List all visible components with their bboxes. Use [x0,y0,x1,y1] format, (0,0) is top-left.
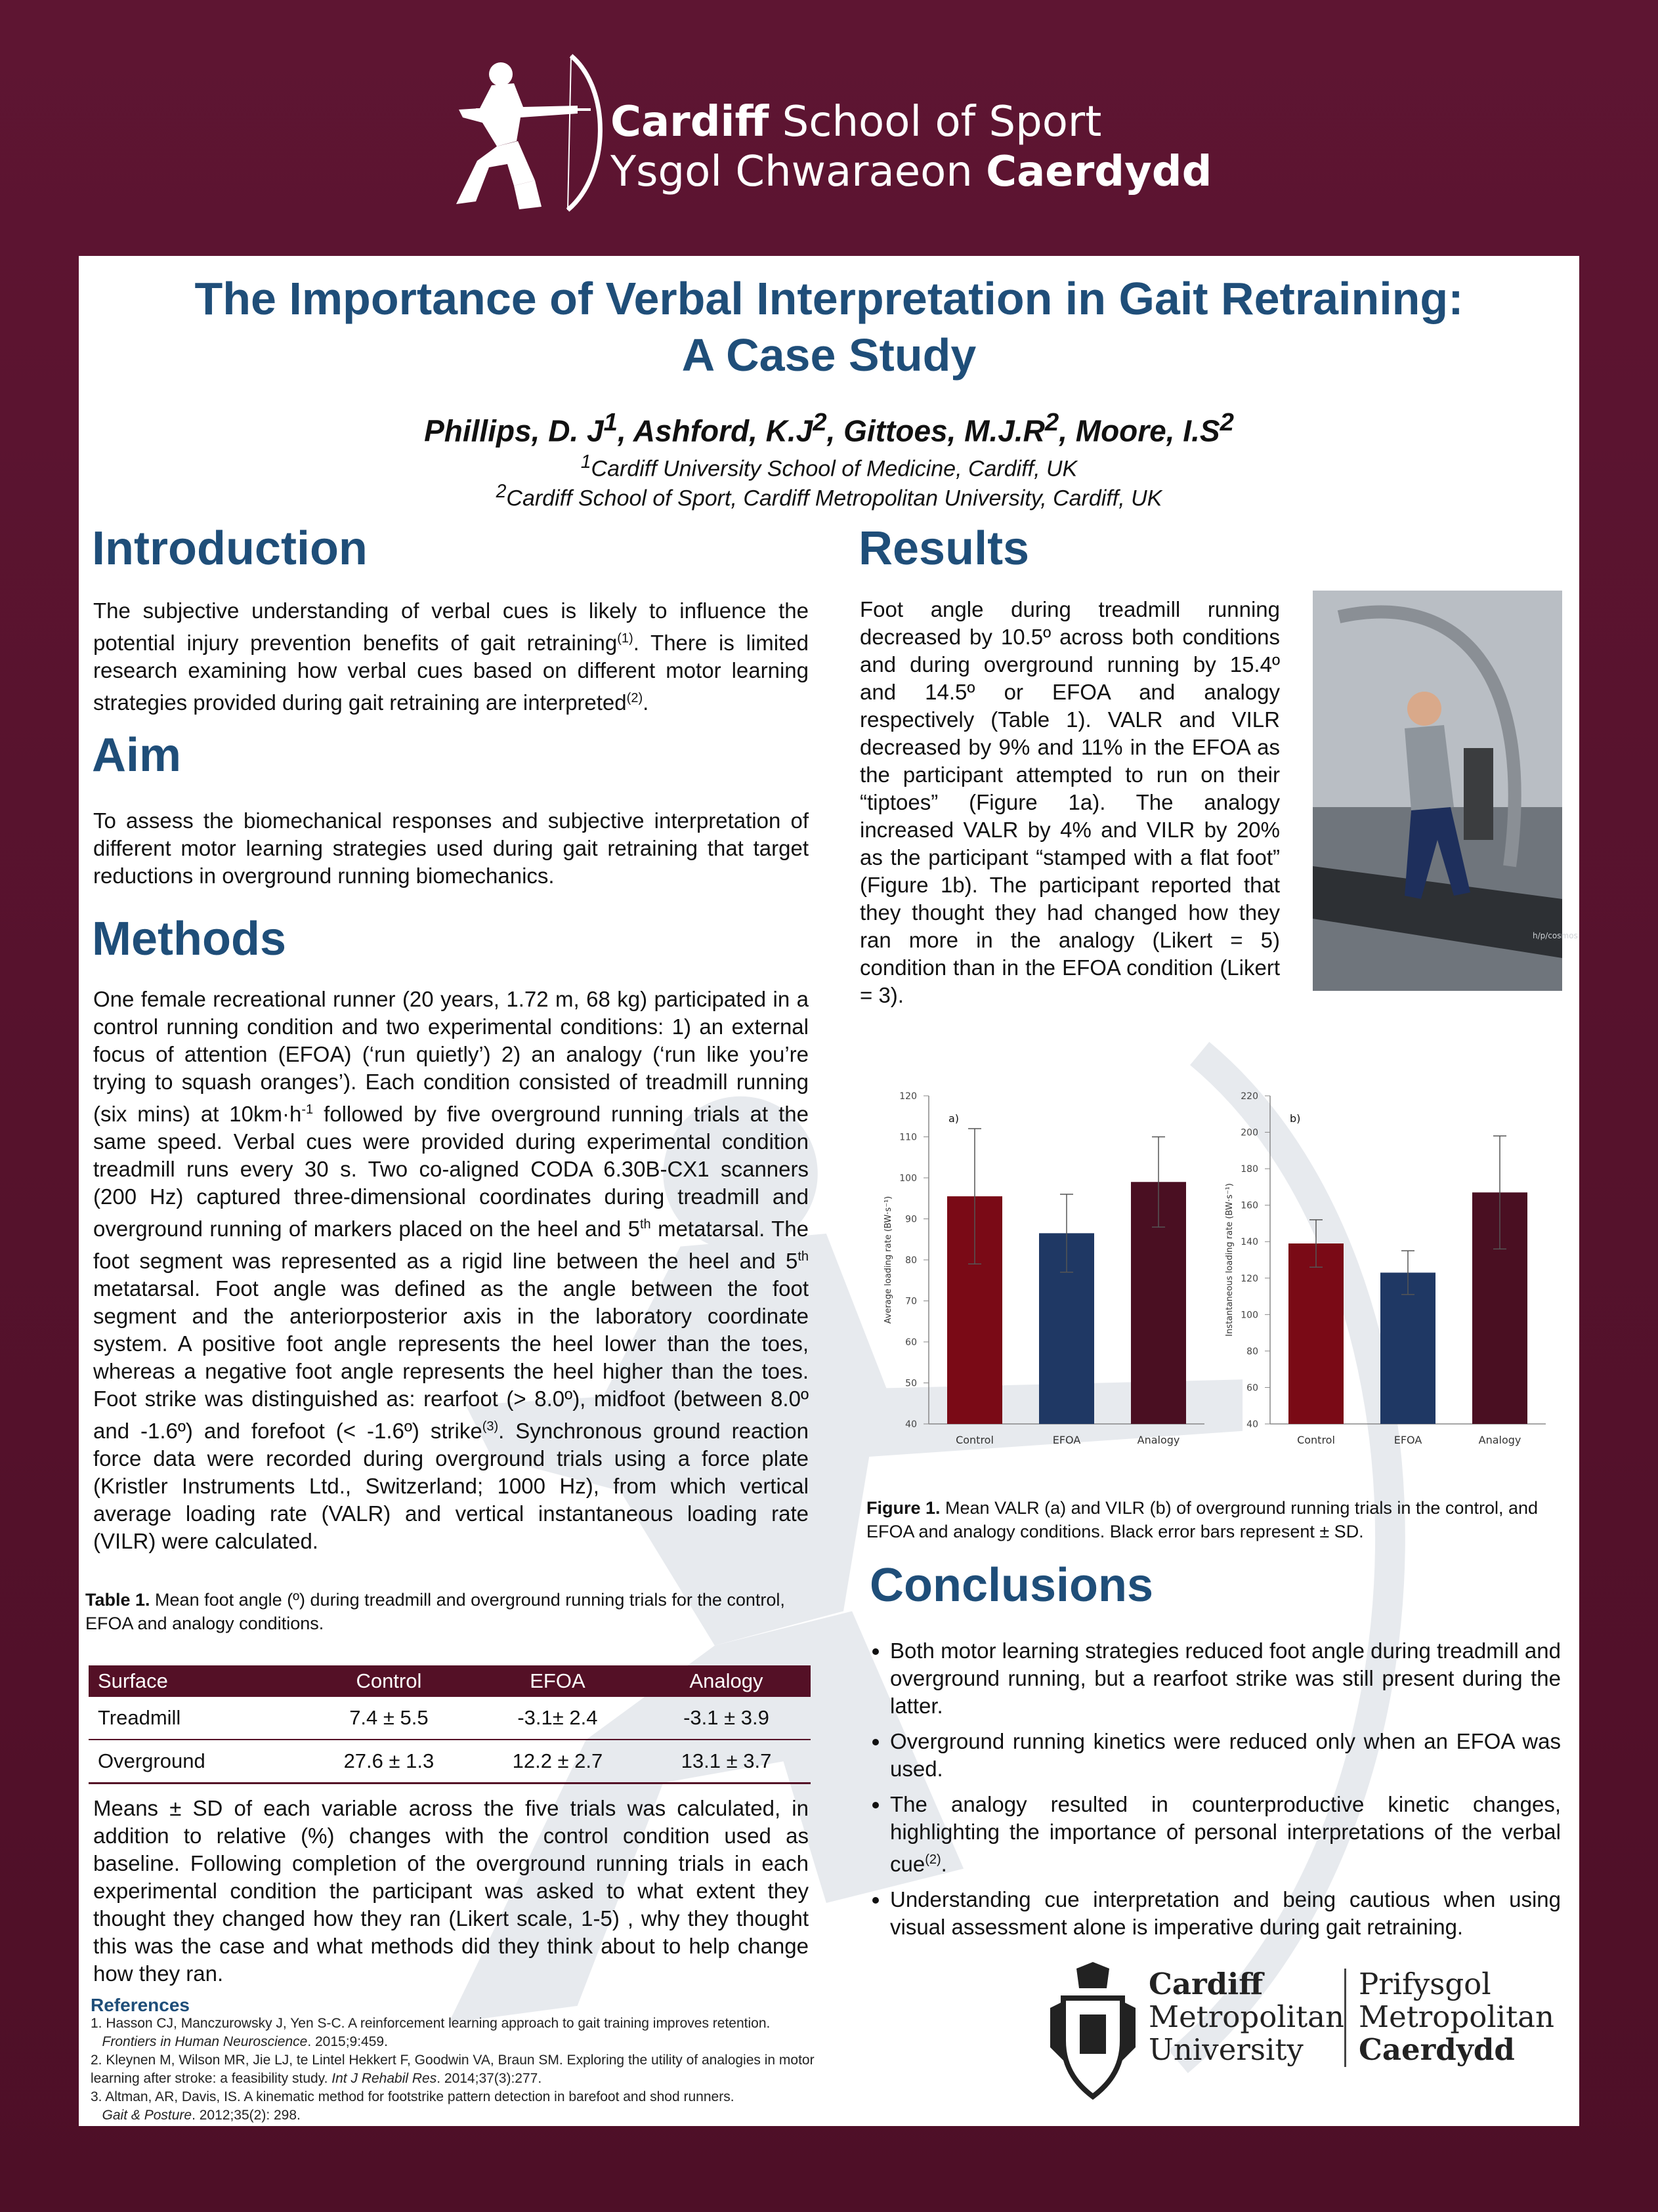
x-tick-label: Analogy [1137,1434,1180,1446]
introduction-heading: Introduction [92,522,368,575]
y-tick-label: 110 [899,1132,917,1143]
y-tick-label: 80 [1246,1346,1258,1357]
x-tick-label: EFOA [1393,1434,1422,1446]
figure1-caption: Figure 1. Mean VALR (a) and VILR (b) of overground running trials in the control, and EFOA and analogy conditions. Black error bars represent ± SD. [866,1498,1539,1541]
table-header-cell: Analogy [642,1665,811,1697]
y-tick-label: 120 [899,1091,917,1102]
university-crest-icon [1044,1962,1142,2100]
results-heading: Results [859,522,1030,575]
university-name-english-line3: University [1149,2032,1304,2067]
table-header-row [89,1665,811,1697]
y-tick-label: 40 [905,1419,917,1430]
reference-item: 2. Kleynen M, Wilson MR, Jie LJ, te Lintel Hekkert F, Goodwin VA, Braun SM. Exploring the utility of analogies in motor learning after stroke: a feasibility study. Int J Rehabil Res. 2014;37(3):277. [91,2053,815,2086]
affiliation-2: $^2$Cardiff School of Sport, Cardiff Metropolitan University, Cardiff, UK [496,481,1162,511]
bar-control [1288,1243,1344,1424]
y-tick-label: 70 [905,1296,917,1307]
y-tick-label: 100 [899,1173,917,1184]
university-name-welsh-line3: Caerdydd [1359,2032,1515,2067]
table-row [89,1697,811,1740]
reference-item: 1. Hasson CJ, Manczurowsky J, Yen S-C. A reinforcement learning approach to gait training improves retention. Frontiers in Human Neuroscience. 2015;9:459. [91,2016,771,2049]
references-heading: References [91,1995,190,2015]
table-cell: 13.1 ± 3.7 [642,1740,811,1784]
foot-angle-table [89,1665,811,1784]
chart-vilr [1218,1083,1559,1476]
poster-header [0,0,1658,256]
panel-label: a) [948,1112,960,1125]
school-name [610,97,1212,197]
y-tick-label: 60 [1246,1383,1258,1394]
university-logo [1044,1962,1569,2106]
title-line-2: A Case Study [681,329,977,381]
poster-title [79,270,1579,383]
methods-text: One female recreational runner (20 years, 1.72 m, 68 kg) participated in a control running condition and two experimental conditions: 1) an external focus of attention (EFOA) (‘run quietly’) 2) an analogy (‘run like you’re trying to squash oranges’). Each condition consisted of treadmill running (six mins) at $10km\cdot h^{-1}$ followed by five overground running trials at the same speed. Verbal cues were provided during experimental condition treadmill runs every 30 s. Two co-aligned CODA 6.30B-CX1 scanners (200 Hz) captured three-dimensional coordinates during treadmill and overground running of markers placed on the heel and 5th metatarsal. The foot segment was represented as a rigid line between the heel and 5th metatarsal. Foot angle was defined as the angle between the foot segment and the anteriorposterior axis in the laboratory coordinate system. A positive foot angle represents the heel lower than the toes, whereas a negative foot angle represents the heel higher than the toes. Foot strike was distinguished as: rearfoot (> 8.0º), midfoot (between 8.0º and -1.6º) and forefoot (< -1.6º) strike$^{(3)}$. Synchronous ground reaction force data were recorded during overground trials using a force plate (Kristler Instruments Ltd., Switzerland; 1000 Hz), from which vertical average loading rate (VALR) and vertical instantaneous loading rate (VILR) were calculated. [93,987,809,1553]
university-name-english-line1: Cardiff [1149,1967,1264,2001]
treadmill-brand-label: h/p/cosmos [1533,931,1578,940]
conclusion-item: • Understanding cue interpretation and being cautious when using visual assessment alone is imperative during gait retraining. [890,1886,1561,1941]
methods-text-2: Means ± SD of each variable across the five trials was calculated, in addition to relative (%) changes with the control condition used as baseline. Following completion of the overground running trials in each experimental condition the participant was asked to what extent they thought they changed how they ran (Likert scale, 1-5) , why they thought this was the case and what methods did they think about to help change how they ran. [93,1796,809,1986]
table-cell: Overground [89,1740,305,1784]
reference-item: 3. Altman, AR, Davis, IS. A kinematic method for footstrike pattern detection in barefoot and shod runners. Gait & Posture. 2012;35(2): 298. [91,2089,734,2123]
y-tick-label: 80 [905,1255,917,1266]
treadmill-photo [1313,591,1578,991]
conclusion-item: • Both motor learning strategies reduced foot angle during treadmill and overground running, but a rearfoot strike was still present during the latter. [890,1637,1561,1720]
aim-text: To assess the biomechanical responses and subjective interpretation of different motor learning strategies used during gait retraining that target reductions in overground running biomechanics. [93,808,809,888]
archer-logo-icon [436,49,614,220]
school-name-english: Cardiff School of Sport [610,98,1102,146]
table-cell: Treadmill [89,1697,305,1740]
table-header-cell: Control [305,1665,473,1697]
table1-caption: Table 1. Mean foot angle (º) during treadmill and overground running trials for the control, EFOA and analogy conditions. [85,1590,785,1633]
panel-label: b) [1290,1112,1301,1125]
table-row [89,1740,811,1784]
table-cell: 12.2 ± 2.7 [473,1740,642,1784]
x-tick-label: Control [956,1434,994,1446]
table-header-cell: Surface [89,1665,305,1697]
bar-efoa [1380,1272,1435,1424]
aim-heading: Aim [92,729,182,782]
results-text: Foot angle during treadmill running decreased by 10.5º across both conditions and during overground running by 15.4º and 14.5º or EFOA and analogy respectively (Table 1). VALR and VILR decreased by 9% and 11% in the EFOA as the participant attempted to run on their “tiptoes” (Figure 1a). The analogy increased VALR by 4% and VILR by 20% as the participant “stamped with a flat foot” (Figure 1b). The participant reported that they thought they had changed how they ran more in the analogy (Likert = 5) condition than in the EFOA condition (Likert = 3). [860,597,1280,1007]
y-tick-label: 160 [1241,1200,1258,1211]
y-tick-label: 50 [905,1378,917,1389]
table-cell: -3.1± 2.4 [473,1697,642,1740]
y-tick-label: 220 [1241,1091,1258,1102]
conclusion-item: • The analogy resulted in counterproductive kinetic changes, highlighting the importance of personal interpretations of the verbal cue$^{(2)}$. [890,1791,1561,1878]
author-list: Phillips, D. $J^1$, Ashford, $K.J^2$, Gittoes, $M.J.R^2$, Moore, $I.S^2$ [424,408,1234,448]
methods-heading: Methods [92,913,286,965]
poster-panel [79,256,1579,2126]
table-cell: 27.6 ± 1.3 [305,1740,473,1784]
chart-valr [876,1083,1218,1476]
y-tick-label: 60 [905,1337,917,1348]
table-cell: 7.4 ± 5.5 [305,1697,473,1740]
table-cell: -3.1 ± 3.9 [642,1697,811,1740]
conclusions-list [859,1637,1561,1949]
conclusions-heading: Conclusions [870,1559,1154,1612]
university-name-english-line2: Metropolitan [1149,1999,1344,2034]
y-tick-label: 180 [1241,1164,1258,1175]
logo-divider [1344,1969,1346,2067]
conclusion-item: • Overground running kinetics were reduced only when an EFOA was used. [890,1728,1561,1783]
y-tick-label: 200 [1241,1127,1258,1138]
table-header-cell: EFOA [473,1665,642,1697]
y-tick-label: 140 [1241,1237,1258,1248]
university-name-welsh-line1: Prifysgol [1359,1967,1491,2001]
title-line-1: The Importance of Verbal Interpretation in Gait Retraining: [194,273,1464,324]
introduction-text: The subjective understanding of verbal cues is likely to influence the potential injury prevention benefits of gait retraining$^{(1)}$. There is limited research examining how verbal cues based on different motor learning strategies provided during gait retraining are interpreted$^{(2)}$. [93,598,809,715]
y-tick-label: 120 [1241,1273,1258,1284]
treadmill-photo-illustration [1313,591,1578,991]
affiliation-1: $^1$Cardiff University School of Medicine, Cardiff, UK [580,451,1078,482]
y-tick-label: 40 [1246,1419,1258,1430]
y-axis-title: Average loading rate (BW·s⁻¹) [883,1196,893,1324]
school-name-welsh: Ysgol Chwaraeon Caerdydd [610,148,1212,196]
x-tick-label: Analogy [1478,1434,1521,1446]
x-tick-label: EFOA [1052,1434,1081,1446]
university-name-welsh-line2: Metropolitan [1359,1999,1554,2034]
references [91,1996,819,2125]
y-tick-label: 90 [905,1214,917,1225]
x-tick-label: Control [1297,1434,1335,1446]
y-axis-title: Instantaneous loading rate (BW·s⁻¹) [1225,1183,1235,1337]
y-tick-label: 100 [1241,1310,1258,1321]
